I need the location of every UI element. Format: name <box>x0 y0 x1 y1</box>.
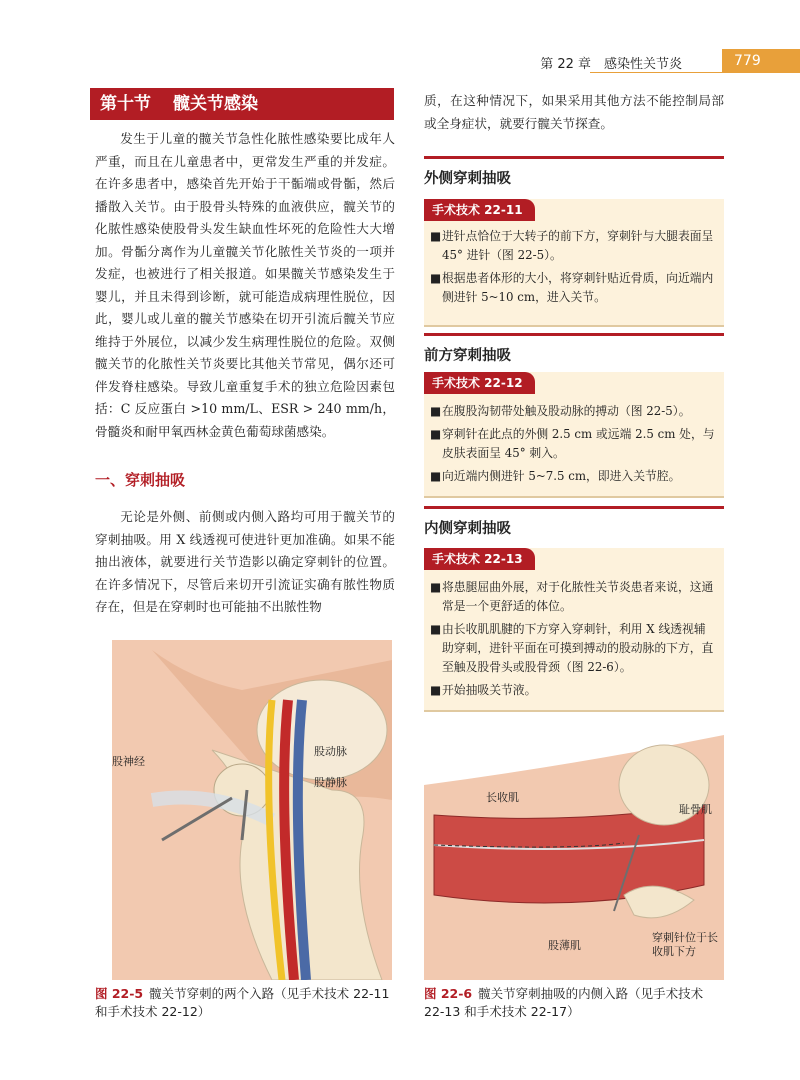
figure-22-5 <box>92 640 402 980</box>
bullet-icon: ■ <box>430 271 442 285</box>
body-paragraph: 无论是外侧、前侧或内侧入路均可用于髋关节的穿刺抽吸。用 X 线透视可使进针更加准确。如果不能抽出液体，就要进行关节造影以确定穿刺针的位置。在许多情况下，尽管后来切开引流证实确有脓性物质存在，但是在穿刺时也可能抽不出脓性物 <box>95 509 395 614</box>
figure-22-6 <box>424 725 724 980</box>
body-paragraph: 质，在这种情况下，如果采用其他方法不能控制局部或全身症状，就要行髋关节探查。 <box>424 93 724 131</box>
procedure-heading: 前方穿刺抽吸 <box>424 333 724 365</box>
bullet-icon: ■ <box>430 622 442 636</box>
page-number: 779 <box>722 49 800 73</box>
technique-tab: 手术技术 22-13 <box>424 548 535 570</box>
technique-tab: 手术技术 22-12 <box>424 372 535 394</box>
technique-item: ■ 由长收肌肌腱的下方穿入穿刺针，利用 X 线透视辅助穿刺，进针平面在可摸到搏动的股动脉的下方，直至触及股骨头或股骨颈（图 22-6）。 <box>430 622 714 674</box>
technique-box <box>424 548 724 712</box>
label-adductor-longus: 长收肌 <box>486 791 519 804</box>
caption-number: 图 22-5 <box>95 986 144 1001</box>
technique-box <box>424 199 724 327</box>
bullet-icon: ■ <box>430 229 442 243</box>
caption-text: 髋关节穿刺抽吸的内侧入路（见手术技术 22-13 和手术技术 22-17） <box>424 986 704 1019</box>
figure-caption <box>95 985 405 1021</box>
label-femoral-nerve: 股神经 <box>112 755 145 768</box>
bullet-icon: ■ <box>430 683 442 697</box>
technique-box <box>424 372 724 498</box>
procedure-heading: 内侧穿刺抽吸 <box>424 506 724 538</box>
figure-caption <box>424 985 724 1021</box>
label-needle-position: 穿刺针位于长收肌下方 <box>652 931 718 958</box>
technique-item: ■ 向近端内侧进针 5~7.5 cm，即进入关节腔。 <box>430 467 716 486</box>
technique-item: ■ 在腹股沟韧带处触及股动脉的搏动（图 22-5）。 <box>430 402 716 421</box>
section-number: 第十节 <box>100 94 151 114</box>
label-femoral-vein: 股静脉 <box>314 776 347 789</box>
technique-item: ■ 穿刺针在此点的外侧 2.5 cm 或远端 2.5 cm 处，与皮肤表面呈 45° 刺入。 <box>430 427 715 460</box>
technique-item: ■ 根据患者体形的大小，将穿刺针贴近骨质，向近端内侧进针 5~10 cm，进入关节。 <box>430 271 714 304</box>
label-femoral-artery: 股动脉 <box>314 745 347 758</box>
procedure-heading: 外侧穿刺抽吸 <box>424 156 724 188</box>
bullet-icon: ■ <box>430 427 442 441</box>
technique-item: ■ 进针点恰位于大转子的前下方，穿刺针与大腿表面呈 45° 进针（图 22-5）。 <box>430 229 714 262</box>
caption-text: 髋关节穿刺的两个入路（见手术技术 22-11 和手术技术 22-12） <box>95 986 390 1019</box>
hip-anterior-illustration <box>92 640 402 980</box>
caption-number: 图 22-6 <box>424 986 473 1001</box>
body-paragraph: 发生于儿童的髋关节急性化脓性感染要比成年人严重，而且在儿童患者中，更常发生严重的并发症。在许多患者中，感染首先开始于干骺端或骨骺，然后播散入关节。由于股骨头特殊的血液供应，髋关节的化脓性感染使股骨头发生缺血性坏死的危险性大大增加。骨骺分离作为儿童髋关节化脓性关节炎的一项并发症，也被进行了相关报道。如果髋关节感染发生于婴儿，并且未得到诊断，就可能造成病理性脱位，因此，婴儿或儿童的髋关节感染在切开引流后髋关节应维持于外展位，以减少发生病理性脱位的危险。双侧髋关节的化脓性关节炎要比其他关节常见，偶尔还可伴发脊柱感染。导致儿童重复手术的独立危险因素包括：C 反应蛋白 >10 mm/L、ESR > 240 mm/h，骨髓炎和耐甲氧西林金黄色葡萄球菌感染。 <box>95 131 395 439</box>
sub-heading: 一、穿刺抽吸 <box>95 471 186 489</box>
technique-tab: 手术技术 22-11 <box>424 199 535 221</box>
technique-list <box>430 578 716 704</box>
technique-list <box>430 402 716 490</box>
page-header <box>0 0 800 90</box>
technique-item: ■ 开始抽吸关节液。 <box>430 681 716 700</box>
label-gracilis: 股薄肌 <box>548 939 581 952</box>
bullet-icon: ■ <box>430 580 442 594</box>
section-title: 髋关节感染 <box>173 94 258 114</box>
technique-list <box>430 227 716 311</box>
label-pectineus: 耻骨肌 <box>679 803 712 816</box>
chapter-title: 第 22 章 感染性关节炎 <box>540 57 682 72</box>
section-banner <box>90 88 394 120</box>
bullet-icon: ■ <box>430 404 442 418</box>
technique-item: ■ 将患腿屈曲外展，对于化脓性关节炎患者来说，这通常是一个更舒适的体位。 <box>430 580 714 613</box>
bullet-icon: ■ <box>430 469 442 483</box>
